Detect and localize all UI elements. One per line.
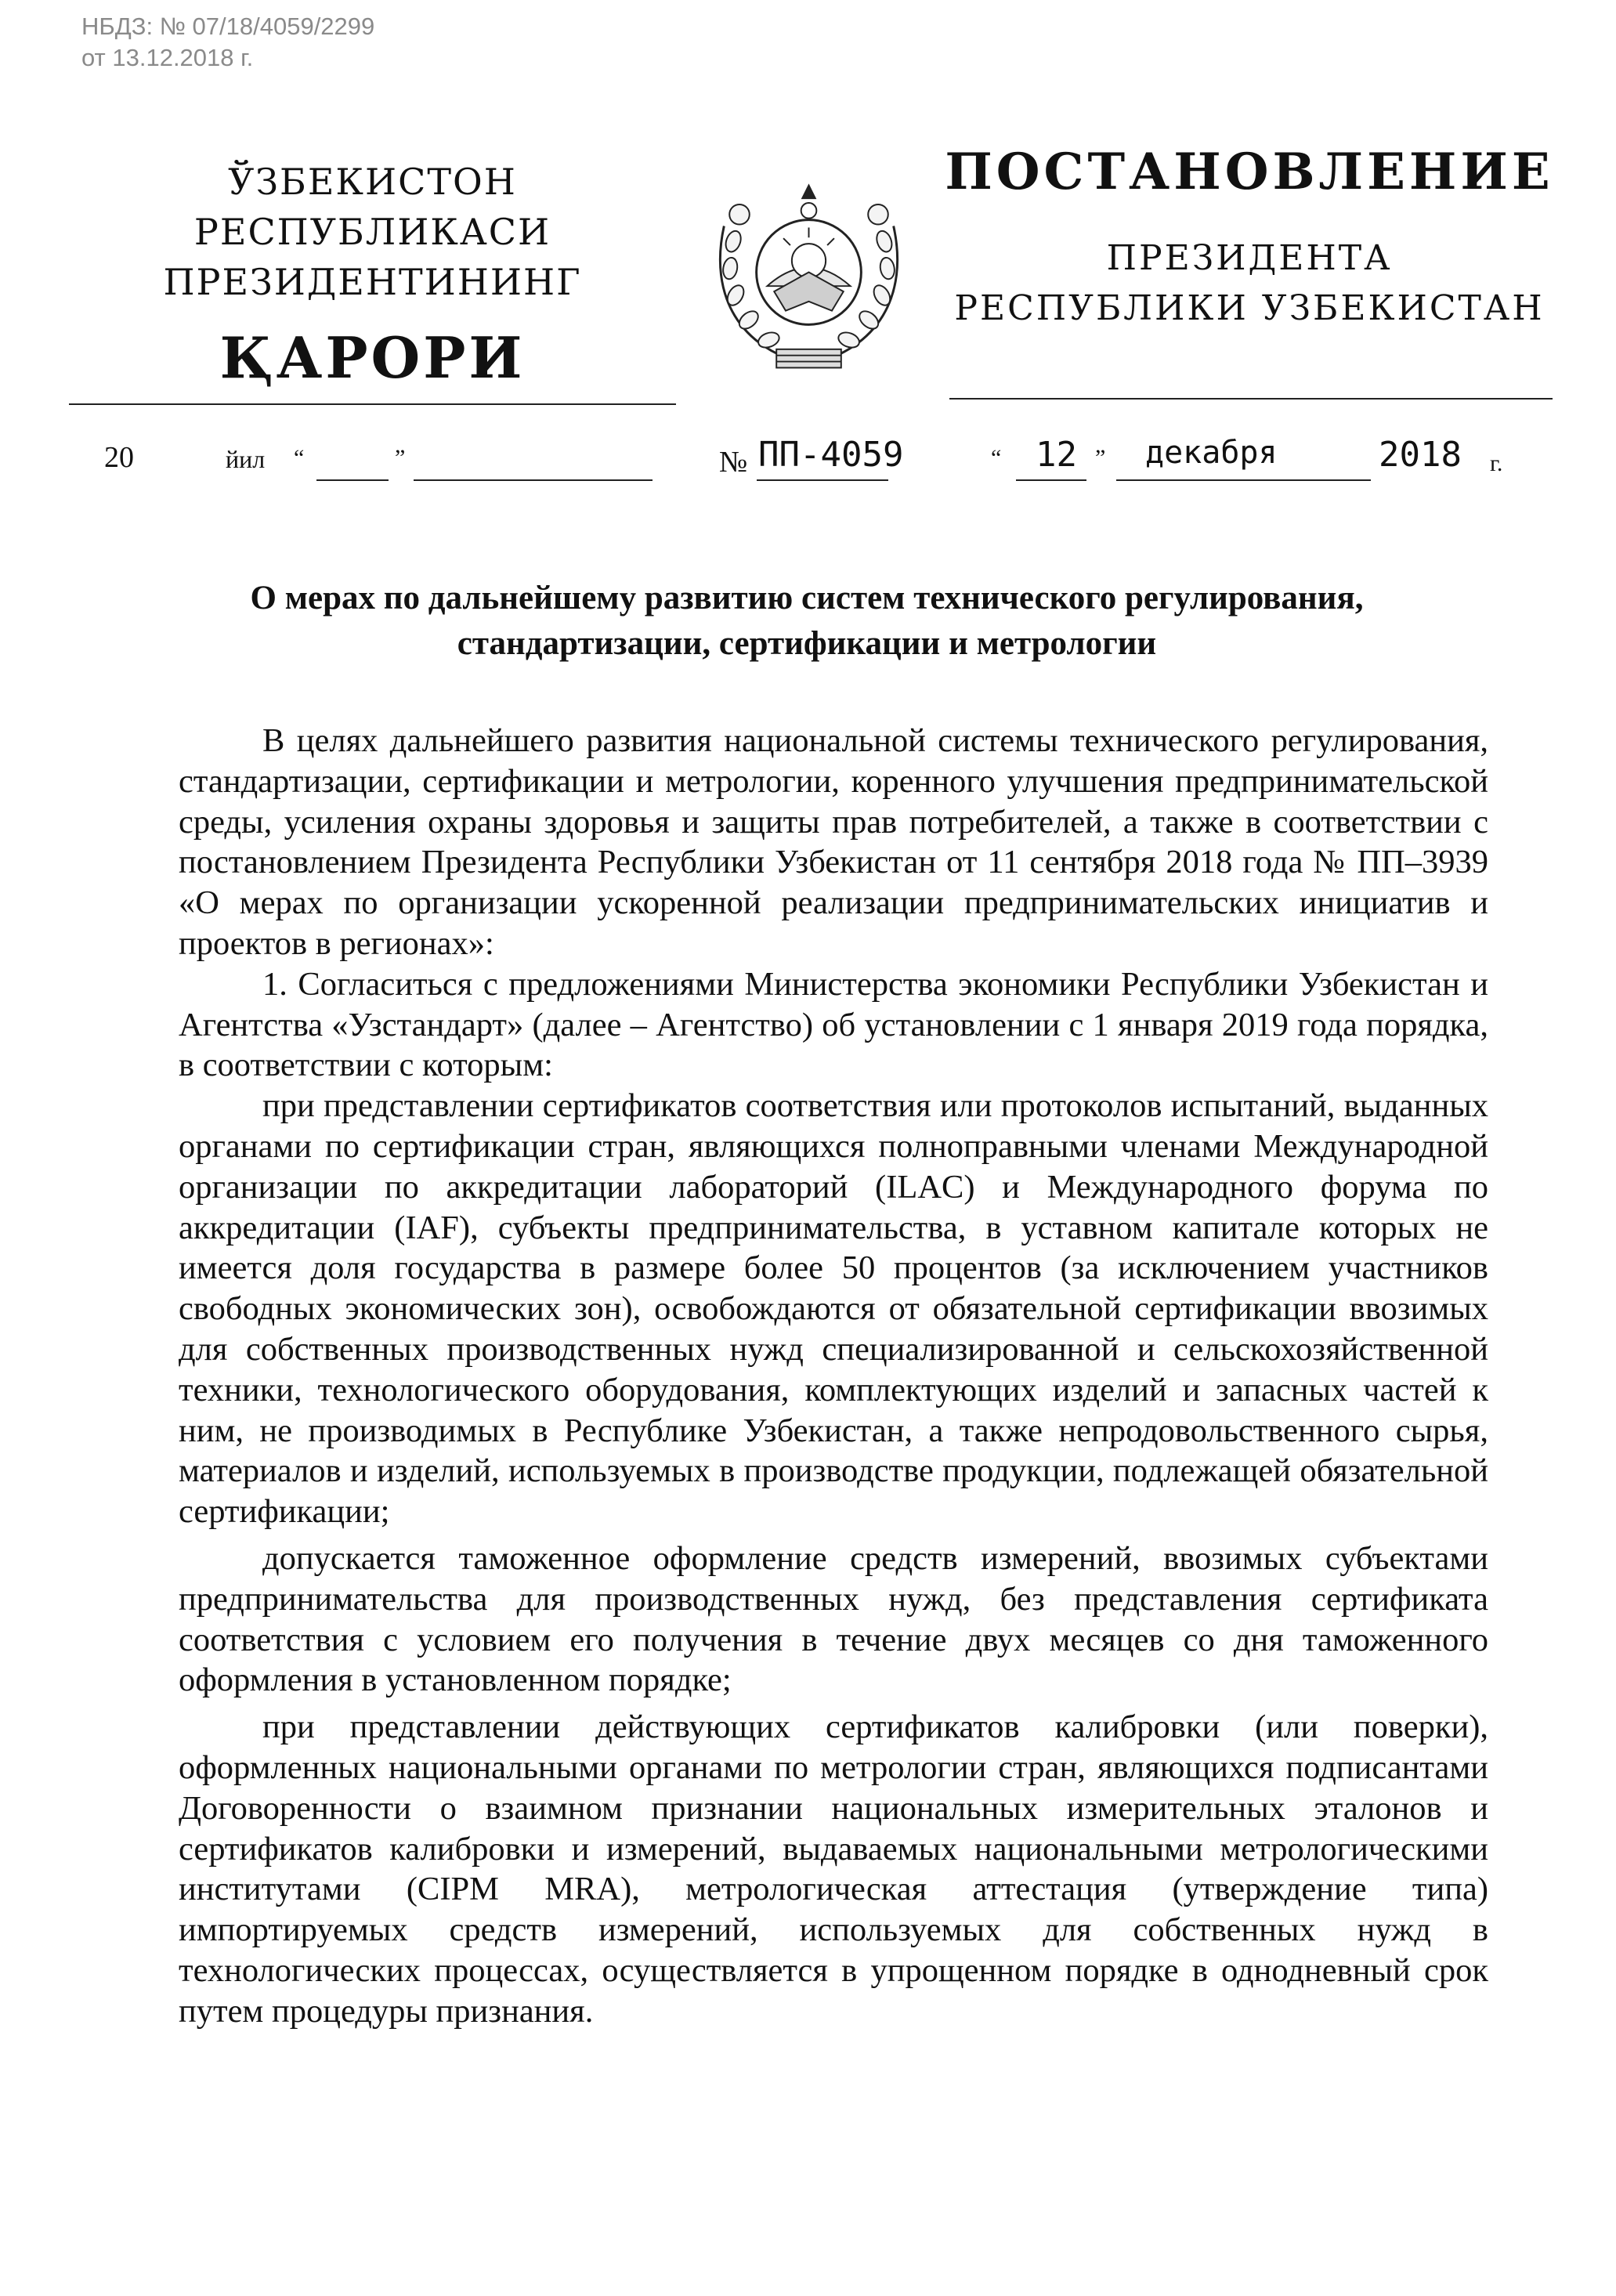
header-right-rule: [949, 398, 1553, 400]
dateline-day-open-quote: “: [991, 445, 1002, 471]
header-left-rule: [69, 403, 676, 405]
dateline-month-blank: [414, 479, 653, 481]
paragraph-calibration: при представлении действующих сертификатов калибровки (или поверки), оформленных национальными органами по метрологии стран, являющихся подписантами Договоренности о взаимном признании национальных измерительных эталонов и сертификатов калибровки и измерений, выдаваемых национальными метрологическими институтами (CIPM MRA), метрологическая аттестация (утверждение типа) импортируемых средств измерений, используемых для собственных нужд в технологических процессах, осуществляется в упрощенном порядке в однодневный срок путем процедуры признания.: [179, 1708, 1488, 2030]
header-uz-line1: ЎЗБЕКИСТОН РЕСПУБЛИКАСИ: [193, 161, 551, 253]
document-title-line2: стандартизации, сертификации и метрологии: [457, 625, 1157, 662]
header-russian: [936, 141, 1563, 334]
paragraph-certificates: при представлении сертификатов соответствия или протоколов испытаний, выданных органами по сертификации стран, являющихся полноправными членами Международной организации по аккредитации лабораторий (ILAC) и Международного форума по аккредитации (IAF), субъекты предпринимательства, в уставном капитале которых не имеется доля государства в размере более 50 процентов (за исключением участников свободных экономических зон), освобождаются от обязательной сертификации ввозимых для собственных производственных нужд специализированной и сельскохозяйственной техники, технологического оборудования, комплектующих изделий и запасных частей к ним, не производимых в Республике Узбекистан, а также непродовольственного сырья, материалов и изделий, используемых в производстве продукции, подлежащей обязательной сертификации;: [179, 1087, 1488, 1531]
dateline-year: 2018: [1379, 435, 1462, 475]
paragraph-item-1: 1. Согласиться с предложениями Министерства экономики Республики Узбекистан и Агентства «Узстандарт» (далее – Агентство) об установлении с 1 января 2019 года порядка, в соответствии с которым:: [179, 965, 1488, 1084]
header-ru-line1: ПОСТАНОВЛЕНИЕ: [945, 143, 1554, 201]
document-title-line1: О мерах по дальнейшему развитию систем технического регулирования,: [250, 580, 1364, 616]
dateline-month: декабря: [1145, 435, 1278, 471]
registry-stamp: [81, 11, 374, 74]
dateline-number-prefix: №: [719, 446, 748, 479]
header-uz-line3: ҚАРОРИ: [219, 324, 526, 391]
dateline-month-underline: [1116, 479, 1371, 481]
dateline-day-close-quote: ”: [1095, 445, 1106, 471]
state-emblem-icon: [693, 157, 924, 388]
dateline-close-quote: ”: [395, 445, 406, 471]
dateline-day-blank: [316, 479, 389, 481]
registry-number: НБДЗ: № 07/18/4059/2299: [81, 13, 375, 40]
registry-date: от 13.12.2018 г.: [81, 44, 254, 71]
header-uz-line2: ПРЕЗИДЕНТИНИНГ: [163, 261, 582, 303]
paragraph-preamble: В целях дальнейшего развития национальной системы технического регулирования, стандартизации, сертификации и метрологии, коренного улучшения предпринимательской среды, усиления охраны здоровья и защиты прав потребителей, а также в соответствии с постановлением Президента Республики Узбекистан от 11 сентября 2018 года № ПП–3939 «О мерах по организации ускоренной реализации предпринимательских инициатив и проектов в регионах»:: [179, 722, 1488, 962]
dateline-year-suffix: г.: [1490, 450, 1503, 476]
document-title: [110, 576, 1504, 667]
header-ru-line2: ПРЕЗИДЕНТА: [1106, 238, 1393, 278]
dateline-day-underline: [1016, 479, 1086, 481]
dateline-number: ПП-4059: [758, 435, 904, 475]
dateline-day: 12: [1036, 435, 1077, 475]
paragraph-customs: допускается таможенное оформление средств измерений, ввозимых субъектами предпринимательства для производственных нужд, без представления сертификата соответствия с условием его получения в течение двух месяцев со дня таможенного оформления в установленном порядке;: [179, 1539, 1488, 1699]
dateline-year-prefix: 20: [104, 441, 134, 474]
dateline-number-underline: [757, 479, 888, 481]
header-uzbek: [69, 157, 676, 401]
dateline-year-word: йил: [226, 445, 266, 473]
document-body: [179, 721, 1488, 2032]
header-ru-line3: РЕСПУБЛИКИ УЗБЕКИСТАН: [954, 288, 1545, 328]
dateline-open-quote: “: [294, 445, 305, 471]
